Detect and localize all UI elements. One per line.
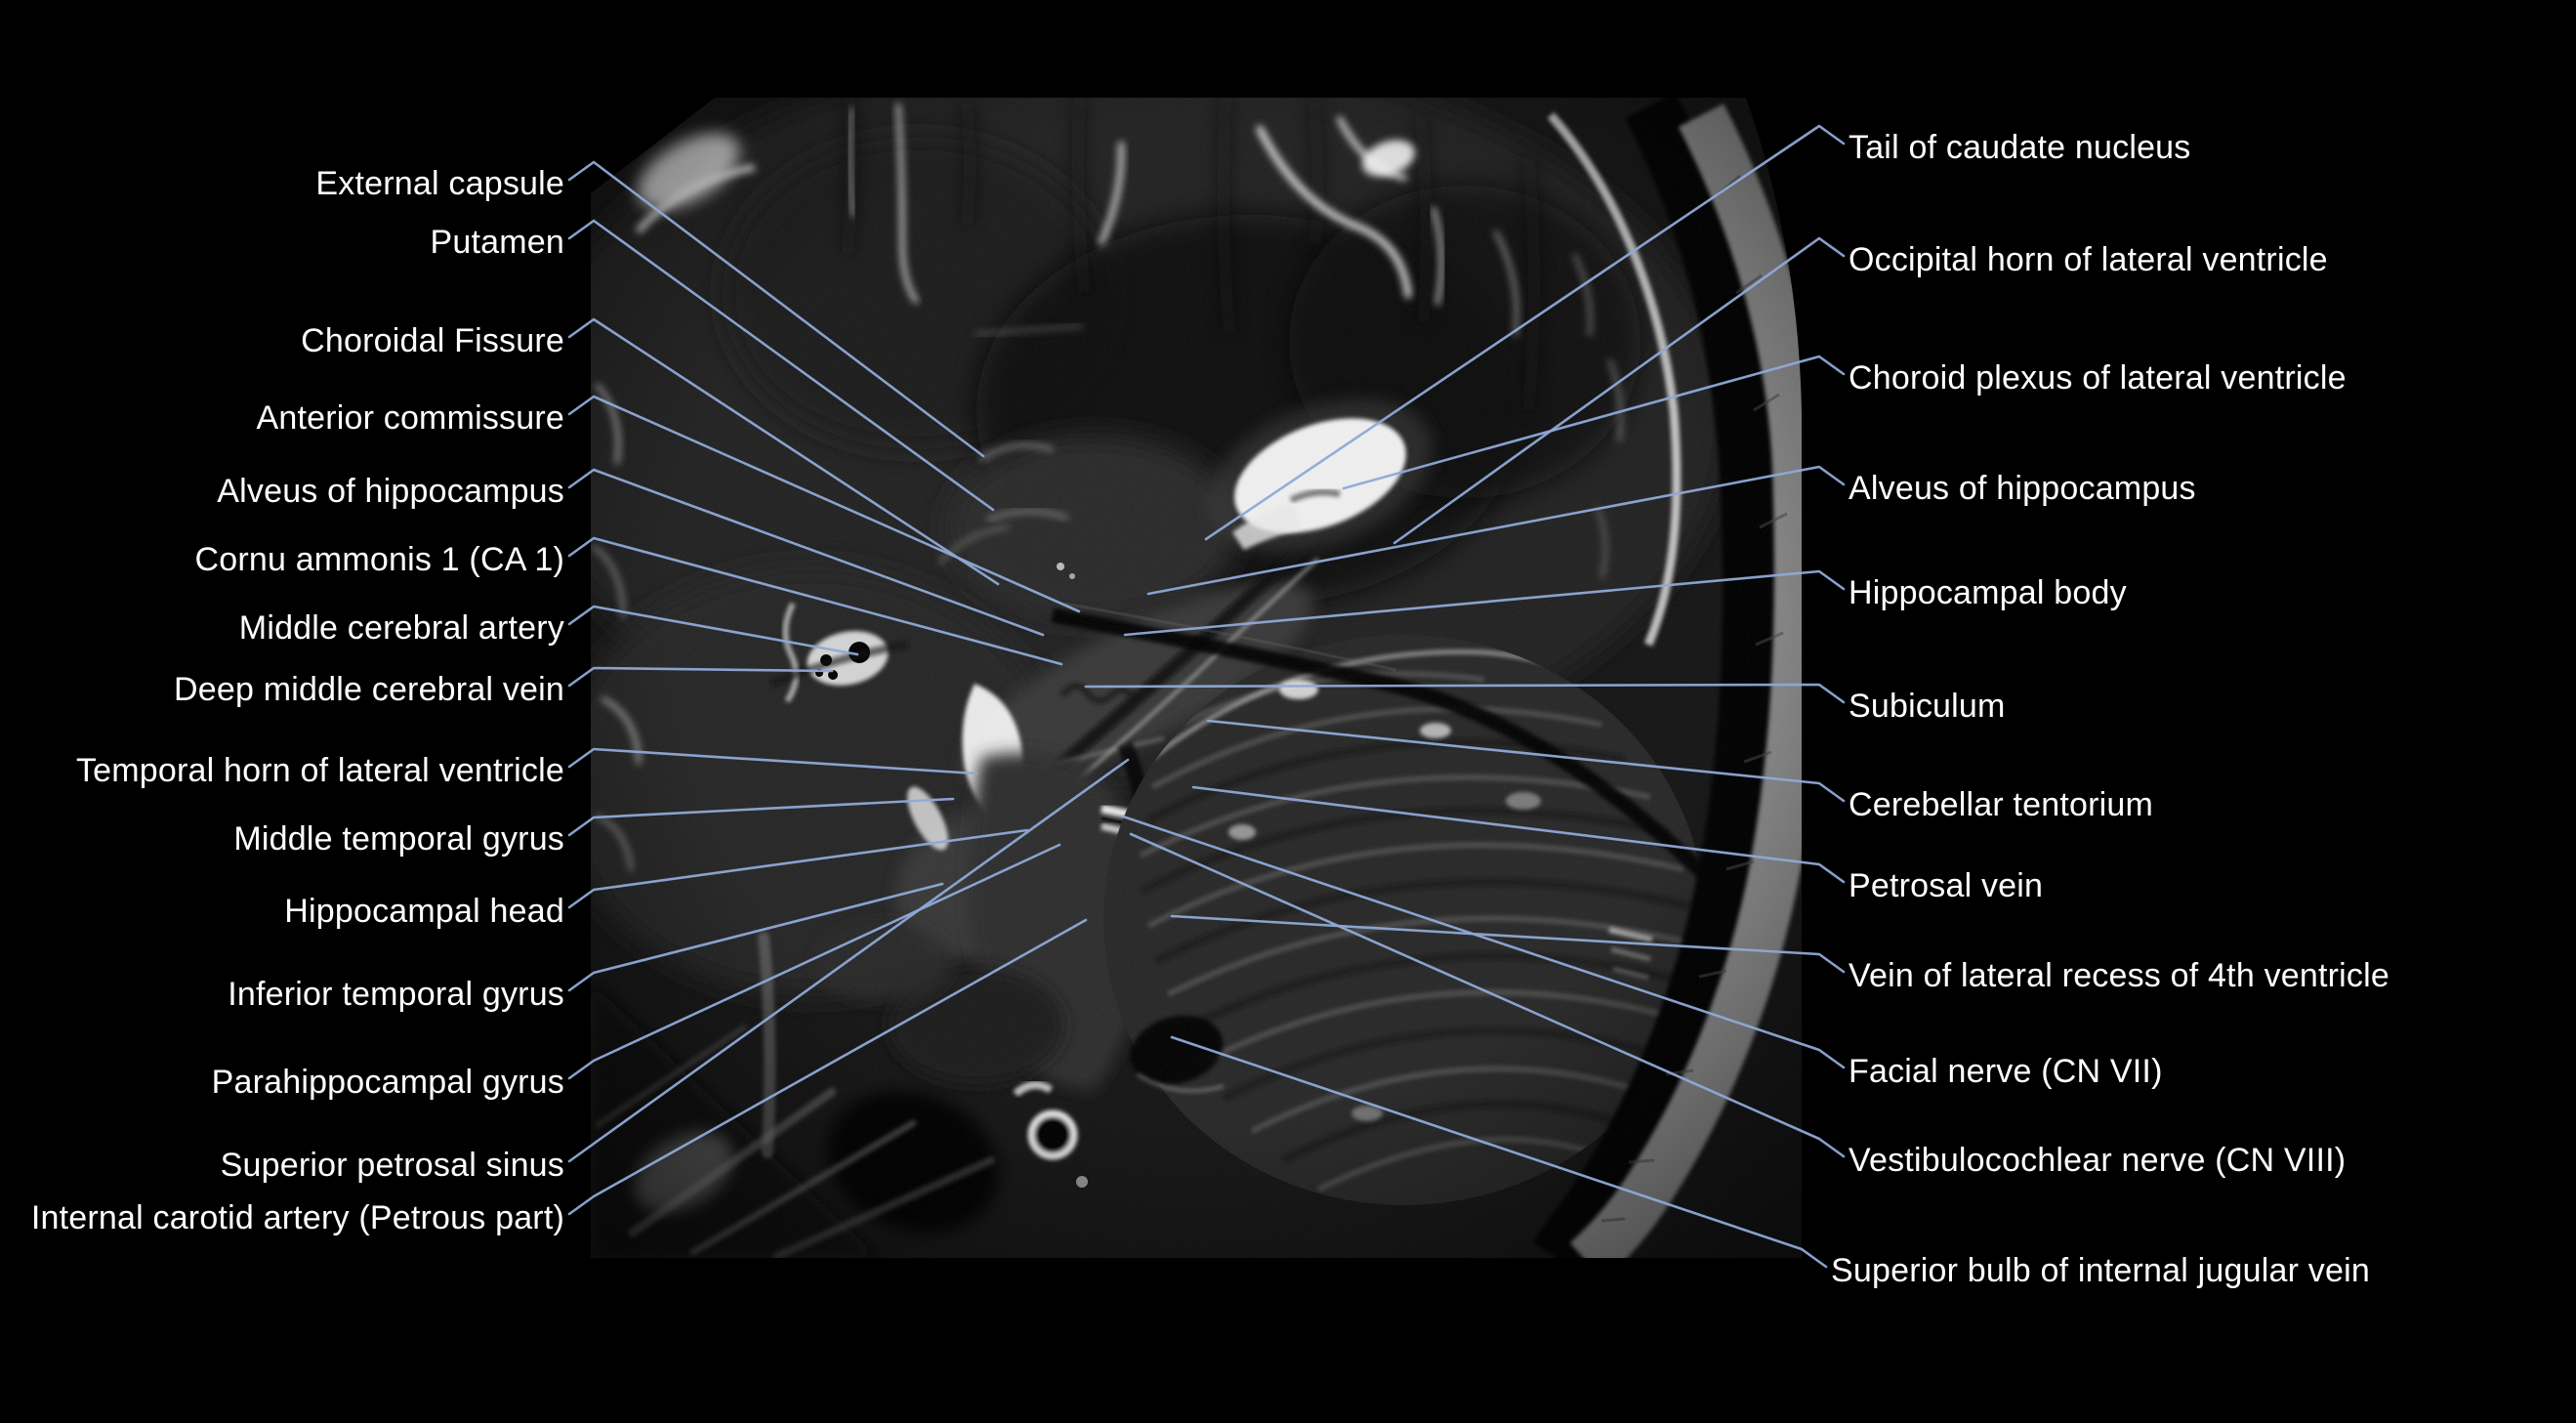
label-cornu-ammonis-1-ca-1: Cornu ammonis 1 (CA 1) xyxy=(194,540,564,578)
label-vein-of-lateral-recess-of-4th-ventricle: Vein of lateral recess of 4th ventricle xyxy=(1849,956,2389,994)
label-temporal-horn-of-lateral-ventricle: Temporal horn of lateral ventricle xyxy=(75,751,564,789)
label-parahippocampal-gyrus: Parahippocampal gyrus xyxy=(211,1063,564,1101)
label-deep-middle-cerebral-vein: Deep middle cerebral vein xyxy=(174,670,564,708)
label-petrosal-vein: Petrosal vein xyxy=(1849,866,2044,904)
label-middle-temporal-gyrus: Middle temporal gyrus xyxy=(233,819,564,858)
label-superior-petrosal-sinus: Superior petrosal sinus xyxy=(220,1146,564,1184)
label-alveus-of-hippocampus: Alveus of hippocampus xyxy=(217,472,564,510)
label-external-capsule: External capsule xyxy=(315,164,564,202)
label-superior-bulb-of-internal-jugular-vein: Superior bulb of internal jugular vein xyxy=(1831,1251,2370,1289)
label-alveus-of-hippocampus: Alveus of hippocampus xyxy=(1849,469,2196,507)
label-tail-of-caudate-nucleus: Tail of caudate nucleus xyxy=(1849,128,2191,166)
label-cerebellar-tentorium: Cerebellar tentorium xyxy=(1849,785,2154,823)
label-hippocampal-head: Hippocampal head xyxy=(284,892,564,930)
label-middle-cerebral-artery: Middle cerebral artery xyxy=(238,608,564,647)
label-anterior-commissure: Anterior commissure xyxy=(256,398,564,437)
label-putamen: Putamen xyxy=(430,223,564,261)
label-choroidal-fissure: Choroidal Fissure xyxy=(301,321,564,359)
label-inferior-temporal-gyrus: Inferior temporal gyrus xyxy=(228,975,564,1013)
label-hippocampal-body: Hippocampal body xyxy=(1849,573,2127,611)
label-vestibulocochlear-nerve-cn-viii: Vestibulocochlear nerve (CN VIII) xyxy=(1849,1141,2347,1179)
label-choroid-plexus-of-lateral-ventricle: Choroid plexus of lateral ventricle xyxy=(1849,358,2347,397)
label-facial-nerve-cn-vii: Facial nerve (CN VII) xyxy=(1849,1052,2163,1090)
label-subiculum: Subiculum xyxy=(1849,687,2006,725)
label-internal-carotid-artery-petrous-part: Internal carotid artery (Petrous part) xyxy=(30,1198,564,1236)
label-occipital-horn-of-lateral-ventricle: Occipital horn of lateral ventricle xyxy=(1849,240,2328,278)
mri-image xyxy=(518,49,1802,1262)
